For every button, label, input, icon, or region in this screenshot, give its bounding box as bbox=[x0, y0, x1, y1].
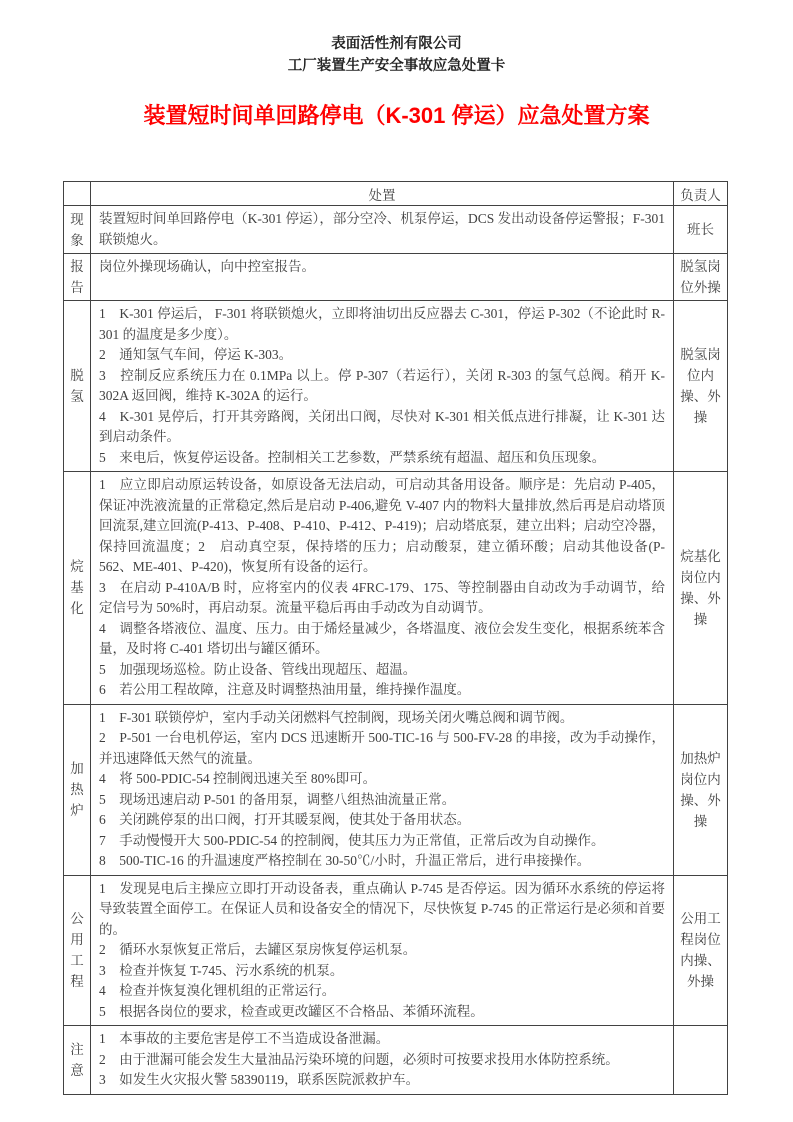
disposal-item: 5 现场迅速启动 P-501 的备用泵，调整八组热油流量正常。 bbox=[99, 791, 456, 807]
card-title: 工厂装置生产安全事故应急处置卡 bbox=[287, 58, 506, 74]
row-label-cell-utilities bbox=[64, 875, 91, 1026]
disposal-item: 3 检查并恢复 T-745、污水系统的机泵。 bbox=[99, 962, 344, 978]
responsible-text: 脱氢岗位外操 bbox=[680, 259, 721, 295]
table-row-alkylation bbox=[64, 472, 728, 705]
table-header-row bbox=[64, 182, 728, 206]
disposal-item: 2 循环水泵恢复正常后，去罐区泵房恢复停运机泵。 bbox=[99, 942, 417, 957]
disposal-item: 3 如发生火灾报火警 58390119，联系医院派救护车。 bbox=[99, 1072, 420, 1087]
responsible-cell-utilities bbox=[674, 875, 728, 1026]
disposal-item: 5 来电后，恢复停运设备。控制相关工艺参数，严禁系统有超温、超压和负压现象。 bbox=[99, 449, 606, 465]
column-header-disposal: 处置 bbox=[91, 182, 674, 206]
disposal-item: 1 应立即启动原运转设备，如原设备无法启动，可启动其备用设备。顺序是：先启动 P-405，保证冲洗液流量的正常稳定,然后是启动 P-406,避免 V-407 内的物料大量排放,然后再是启动塔顶回流泵,建立回流(P-413、P-408、P-410、P-412、P-419)；启动塔底泵，建立出料；启动空冷器，保持回流温度；2 启动真空泵，保持塔的压力；启动酸泵，建立循环酸；启动其他设备(P-562、ME-401、P-420)，恢复所有设备的运行。 bbox=[99, 477, 665, 574]
table-row-utilities bbox=[64, 875, 728, 1026]
row-label-text: 公用工程 bbox=[70, 911, 84, 990]
row-label-cell-dehydrogenation bbox=[64, 301, 91, 472]
responsible-text: 脱氢岗位内操、外操 bbox=[680, 347, 721, 425]
disposal-item: 1 发现晃电后主操应立即打开动设备表，重点确认 P-745 是否停运。因为循环水系统的停运将导致装置全面停工。在保证人员和设备安全的情况下，尽快恢复 P-745 的正常运行是必须和首要的。 bbox=[99, 880, 665, 937]
responsible-text: 公用工程岗位内操、外操 bbox=[680, 911, 721, 990]
disposal-item: 6 若公用工程故障，注意及时调整热油用量，维持操作温度。 bbox=[99, 682, 471, 697]
disposal-cell-dehydrogenation bbox=[91, 301, 674, 472]
disposal-item: 1 K-301 停运后， F-301 将联锁熄火，立即将油切出反应器去 C-301，停运 P-302（不论此时 R-301 的温度是多少度）。 bbox=[99, 306, 665, 342]
disposal-item: 5 根据各岗位的要求，检查或更改罐区不合格品、苯循环流程。 bbox=[99, 1003, 484, 1019]
disposal-item: 4 调整各塔液位、温度、压力。由于烯烃量减少，各塔温度、液位会发生变化，根据系统苯含量，及时将 C-401 塔切出与罐区循环。 bbox=[99, 620, 665, 656]
disposal-item: 1 F-301 联锁停炉，室内手动关闭燃料气控制阀，现场关闭火嘴总阀和调节阀。 bbox=[99, 709, 574, 725]
disposal-cell-heating-furnace bbox=[91, 704, 674, 875]
disposal-item: 装置短时间单回路停电（K-301 停运），部分空冷、机泵停运，DCS 发出动设备停运警报；F-301 联锁熄火。 bbox=[99, 211, 665, 247]
responsible-cell-alkylation bbox=[674, 472, 728, 705]
table-body bbox=[64, 206, 728, 1095]
disposal-cell-alkylation bbox=[91, 472, 674, 705]
table-row-heating-furnace bbox=[64, 704, 728, 875]
company-name: 表面活性剂有限公司 bbox=[331, 36, 462, 52]
row-label-text: 现象 bbox=[70, 211, 84, 248]
responsible-cell-phenomenon bbox=[674, 206, 728, 254]
table-row-dehydrogenation bbox=[64, 301, 728, 472]
row-label-text: 注意 bbox=[70, 1041, 84, 1078]
header-empty-cell bbox=[64, 182, 91, 206]
emergency-response-table bbox=[63, 181, 728, 1095]
table-row-notes bbox=[64, 1026, 728, 1095]
row-label-text: 加热炉 bbox=[70, 761, 84, 818]
disposal-item: 6 关闭跳停泵的出口阀，打开其暖泵阀，使其处于备用状态。 bbox=[99, 812, 471, 827]
disposal-item: 1 本事故的主要危害是停工不当造成设备泄漏。 bbox=[99, 1031, 390, 1046]
disposal-item: 4 K-301 晃停后，打开其旁路阀，关闭出口阀，尽快对 K-301 相关低点进行排凝，让 K-301 达到启动条件。 bbox=[99, 408, 665, 444]
disposal-cell-phenomenon bbox=[91, 206, 674, 254]
table-row-report bbox=[64, 254, 728, 301]
column-header-responsible: 负责人 bbox=[674, 182, 728, 206]
disposal-item: 岗位外操现场确认，向中控室报告。 bbox=[99, 259, 315, 274]
disposal-cell-utilities bbox=[91, 875, 674, 1026]
disposal-cell-notes bbox=[91, 1026, 674, 1095]
disposal-item: 2 P-501 一台电机停运，室内 DCS 迅速断开 500-TIC-16 与 500-FV-28 的串接，改为手动操作，并迅速降低天然气的流量。 bbox=[99, 730, 665, 766]
responsible-text: 烷基化岗位内操、外操 bbox=[680, 548, 721, 627]
responsible-cell-dehydrogenation bbox=[674, 301, 728, 472]
disposal-item: 7 手动慢慢开大 500-PDIC-54 的控制阀，使其压力为正常值，正常后改为自动操作。 bbox=[99, 832, 605, 848]
disposal-item: 2 由于泄漏可能会发生大量油品污染环境的问题，必须时可按要求投用水体防控系统。 bbox=[99, 1051, 619, 1067]
row-label-text: 脱氢 bbox=[70, 368, 84, 404]
disposal-cell-report bbox=[91, 254, 674, 301]
disposal-item: 8 500-TIC-16 的升温速度严格控制在 30-50℃/小时，升温正常后，进行串接操作。 bbox=[99, 853, 591, 868]
disposal-item: 4 检查并恢复溴化锂机组的正常运行。 bbox=[99, 983, 336, 998]
disposal-item: 5 加强现场巡检。防止设备、管线出现超压、超温。 bbox=[99, 661, 417, 677]
row-label-cell-report bbox=[64, 254, 91, 301]
disposal-item: 2 通知氢气车间，停运 K-303。 bbox=[99, 347, 293, 362]
responsible-text: 加热炉岗位内操、外操 bbox=[680, 750, 721, 829]
row-label-cell-heating-furnace bbox=[64, 704, 91, 875]
responsible-cell-heating-furnace bbox=[674, 704, 728, 875]
row-label-text: 烷基化 bbox=[70, 559, 84, 617]
responsible-cell-report bbox=[674, 254, 728, 301]
disposal-item: 4 将 500-PDIC-54 控制阀迅速关至 80%即可。 bbox=[99, 771, 377, 786]
disposal-item: 3 在启动 P-410A/B 时，应将室内的仪表 4FRC-179、175、等控制器由自动改为手动调节，给定信号为 50%时，再启动泵。流量平稳后再由手动改为自动调节。 bbox=[99, 579, 665, 615]
page-title: 装置短时间单回路停电（K-301 停运）应急处置方案 bbox=[143, 103, 650, 128]
disposal-item: 3 控制反应系统压力在 0.1MPa 以上。停 P-307（若运行），关闭 R-303 的氢气总阀。稍开 K-302A 返回阀，维持 K-302A 的运行。 bbox=[99, 367, 665, 403]
responsible-cell-notes bbox=[674, 1026, 728, 1095]
doc-header bbox=[0, 33, 793, 77]
row-label-cell-phenomenon bbox=[64, 206, 91, 254]
row-label-cell-alkylation bbox=[64, 472, 91, 705]
table-row-phenomenon bbox=[64, 206, 728, 254]
row-label-cell-notes bbox=[64, 1026, 91, 1095]
responsible-text: 班长 bbox=[687, 222, 714, 237]
row-label-text: 报告 bbox=[70, 259, 84, 295]
